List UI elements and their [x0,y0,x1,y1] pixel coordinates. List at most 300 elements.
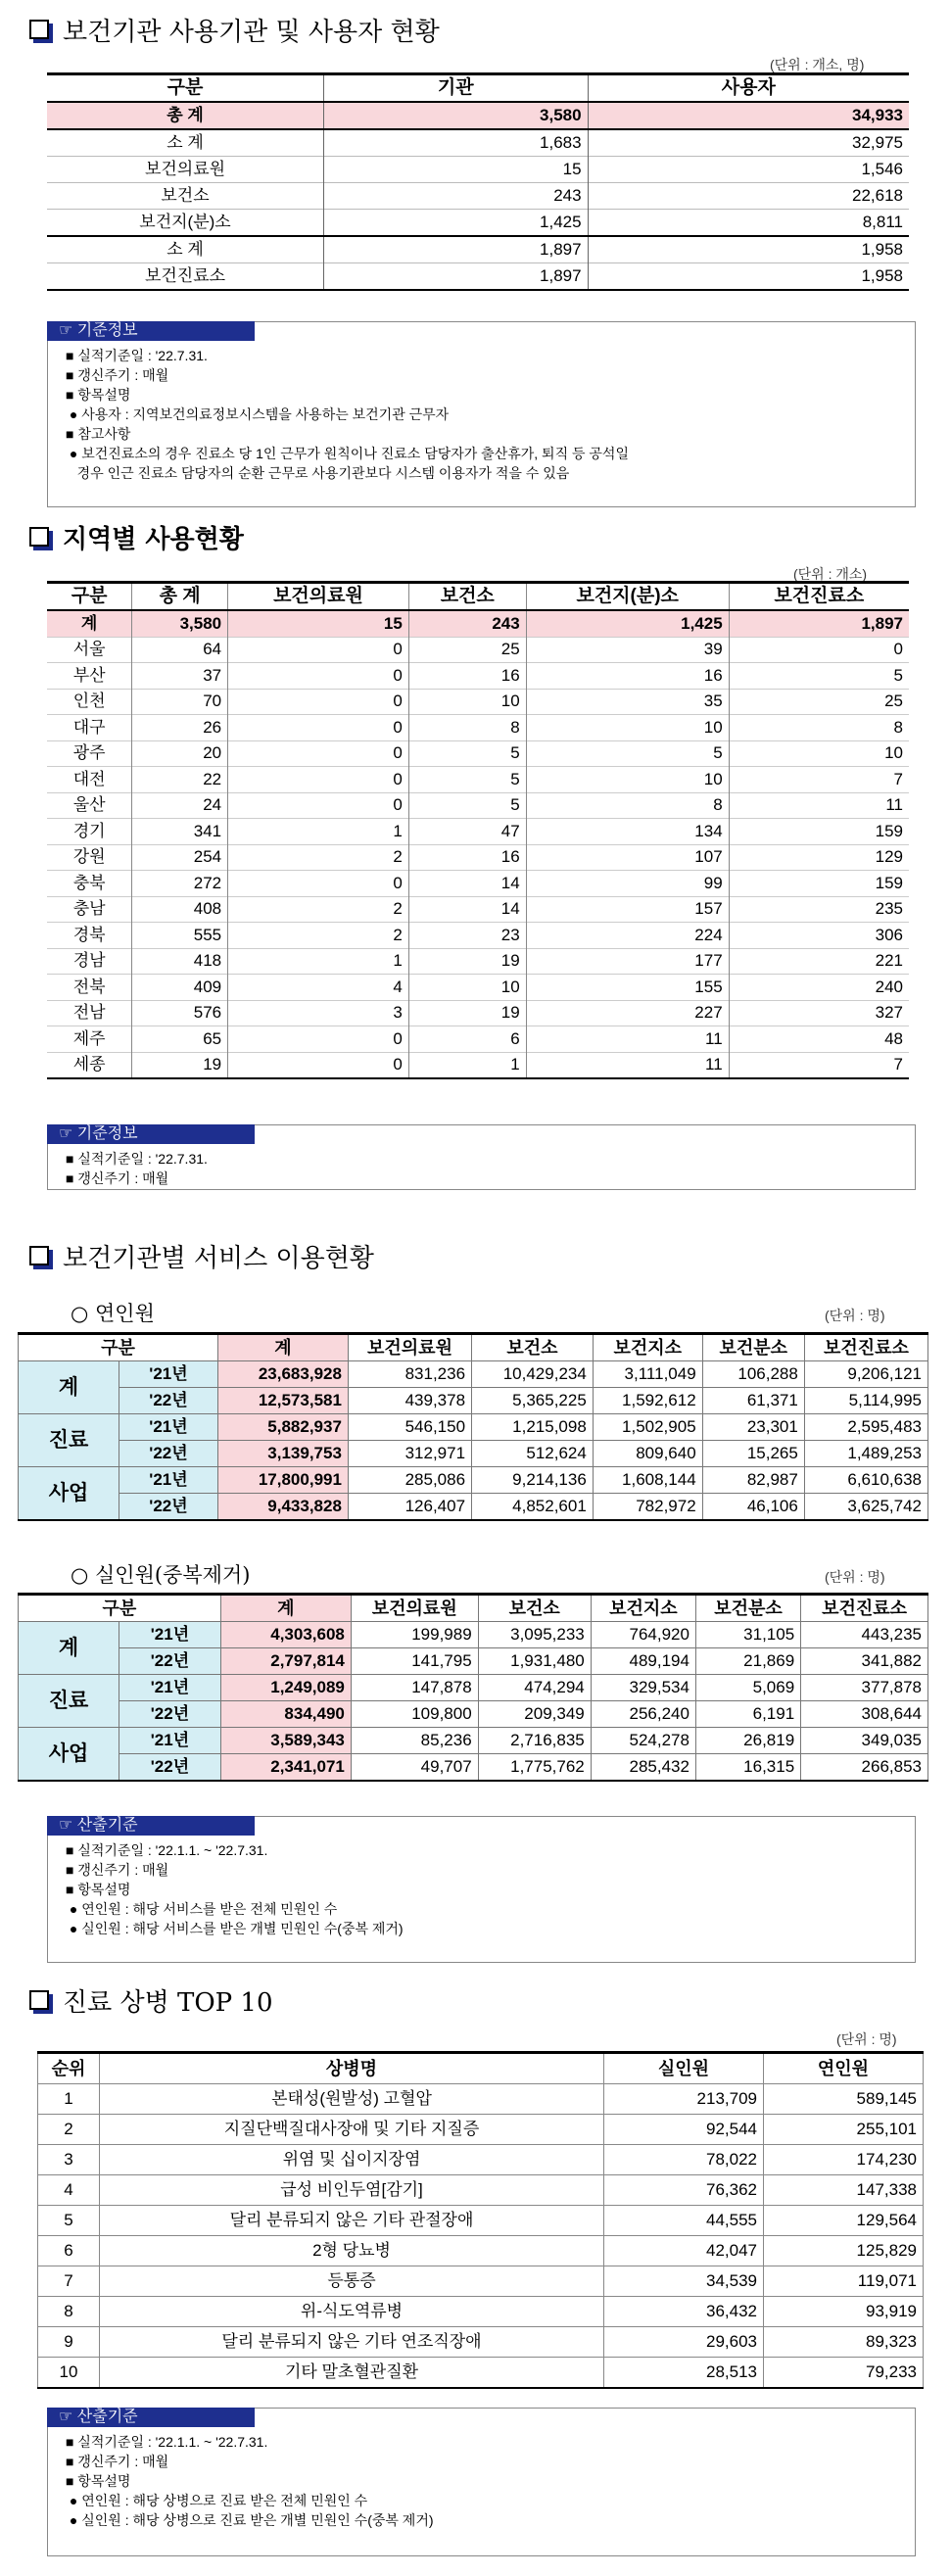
info-line: ■ 실적기준일 : '22.7.31. [66,1151,208,1167]
region-value: 0 [228,1026,409,1053]
rank: 8 [38,2297,100,2327]
region-value: 37 [132,663,228,690]
service-value: 3,095,233 [478,1622,591,1648]
service-value: 782,972 [593,1494,702,1521]
region-value: 22 [132,767,228,793]
institution-count: 15 [324,157,589,183]
region-label: 인천 [47,689,132,715]
table-row [47,740,909,767]
user-count: 1,958 [588,263,909,291]
service-value: 439,378 [348,1388,471,1414]
column-header: 구분 [19,1595,221,1622]
region-value: 8 [408,715,526,741]
info-header: ☞ 기준정보 [47,321,255,341]
region-value: 25 [729,689,909,715]
silin-heading: ○ 실인원(중복제거) [71,1563,251,1587]
institution-user-table [47,72,909,291]
year-label: '21년 [119,1675,221,1701]
silin-count: 29,603 [604,2327,764,2358]
region-value: 14 [408,896,526,923]
rank: 2 [38,2115,100,2145]
year-label: '22년 [119,1441,218,1467]
disease-name: 등통증 [100,2266,604,2297]
info-header: ☞ 산출기준 [47,1816,255,1836]
region-value: 5 [729,663,909,690]
table-row [19,1388,928,1414]
year-label: '22년 [119,1754,221,1782]
region-value: 235 [729,896,909,923]
table-row [47,923,909,949]
region-value: 48 [729,1026,909,1053]
region-value: 65 [132,1026,228,1053]
info-line: ■ 참고사항 [66,426,131,442]
info-header: ☞ 산출기준 [47,2408,255,2427]
yonin-count: 174,230 [764,2145,924,2175]
table-row [47,236,909,263]
service-value: 443,235 [801,1622,928,1648]
region-value: 39 [526,637,729,663]
service-yonin-table [18,1332,928,1521]
region-value: 306 [729,923,909,949]
table-row [19,1414,928,1441]
total-value: 1,249,089 [220,1675,351,1701]
section1-unit: (단위 : 개소, 명) [770,57,865,72]
section2-title-row [29,517,244,556]
region-value: 10 [729,740,909,767]
year-label: '22년 [119,1648,221,1675]
column-header: 사용자 [588,74,909,103]
row-label: 총 계 [47,102,324,129]
group-label: 사업 [19,1467,119,1521]
column-header: 보건지(분)소 [526,583,729,611]
region-value: 0 [228,740,409,767]
institution-count: 1,425 [324,210,589,237]
table-row [38,2297,924,2327]
info-lines [66,1840,905,1938]
info-line: ■ 항목설명 [66,387,131,403]
info-line: ■ 항목설명 [66,2473,131,2489]
section1-info-box [47,321,916,507]
column-header: 보건진료소 [729,583,909,611]
region-label: 경기 [47,819,132,845]
disease-name: 달리 분류되지 않은 기타 연조직장애 [100,2327,604,2358]
yonin-count: 125,829 [764,2236,924,2266]
disease-name: 위-식도역류병 [100,2297,604,2327]
section2-title: 지역별 사용현황 [63,524,244,554]
region-value: 23 [408,923,526,949]
region-value: 99 [526,871,729,897]
region-label: 울산 [47,792,132,819]
square-bullet-icon [29,1990,49,2010]
table-row [19,1467,928,1494]
service-value: 341,882 [801,1648,928,1675]
table-row [47,129,909,157]
yonin-count: 255,101 [764,2115,924,2145]
region-value: 70 [132,689,228,715]
service-value: 256,240 [591,1701,695,1728]
service-value: 1,502,905 [593,1414,702,1441]
region-value: 16 [408,844,526,871]
region-value: 224 [526,923,729,949]
region-value: 0 [228,792,409,819]
service-value: 6,191 [695,1701,800,1728]
region-value: 5 [526,740,729,767]
total-value: 4,303,608 [220,1622,351,1648]
silin-count: 76,362 [604,2175,764,2206]
silin-count: 36,432 [604,2297,764,2327]
region-label: 계 [47,610,132,637]
service-value: 546,150 [348,1414,471,1441]
service-value: 2,716,835 [478,1728,591,1754]
info-line: ● 실인원 : 해당 상병으로 진료 받은 개별 민원인 수(중복 제거) [66,2512,434,2528]
region-value: 25 [408,637,526,663]
column-header: 보건소 [472,1334,594,1361]
section4-title-row [29,1980,273,2020]
service-value: 4,852,601 [472,1494,594,1521]
service-value: 1,775,762 [478,1754,591,1782]
region-value: 408 [132,896,228,923]
table-row [47,637,909,663]
region-value: 2 [228,923,409,949]
table-row [47,663,909,690]
service-value: 21,869 [695,1648,800,1675]
service-value: 26,819 [695,1728,800,1754]
year-label: '22년 [119,1494,218,1521]
row-label: 소 계 [47,236,324,263]
rank: 1 [38,2084,100,2115]
region-value: 555 [132,923,228,949]
region-label: 제주 [47,1026,132,1053]
region-value: 409 [132,975,228,1001]
silin-count: 78,022 [604,2145,764,2175]
info-header: ☞ 기준정보 [47,1124,255,1144]
region-label: 서울 [47,637,132,663]
region-value: 576 [132,1000,228,1026]
column-header: 보건분소 [702,1334,804,1361]
table-row [47,715,909,741]
service-silin-table [18,1593,928,1782]
region-value: 6 [408,1026,526,1053]
service-value: 209,349 [478,1701,591,1728]
disease-name: 본태성(원발성) 고혈압 [100,2084,604,2115]
region-value: 177 [526,948,729,975]
column-header: 보건진료소 [804,1334,927,1361]
region-value: 8 [729,715,909,741]
region-value: 129 [729,844,909,871]
region-label: 부산 [47,663,132,690]
table-row [47,1000,909,1026]
total-value: 17,800,991 [217,1467,348,1494]
service-value: 266,853 [801,1754,928,1782]
column-header: 계 [220,1595,351,1622]
yonin-count: 129,564 [764,2206,924,2236]
section4-unit: (단위 : 명) [836,2031,897,2047]
service-value: 6,610,638 [804,1467,927,1494]
info-line: ● 연인원 : 해당 서비스를 받은 전체 민원인 수 [66,1901,338,1917]
table-row [47,210,909,237]
region-label: 경남 [47,948,132,975]
service-value: 1,608,144 [593,1467,702,1494]
service-value: 141,795 [351,1648,478,1675]
region-value: 11 [729,792,909,819]
column-header: 보건의료원 [228,583,409,611]
region-value: 11 [526,1052,729,1078]
service-value: 474,294 [478,1675,591,1701]
section2-info-box [47,1124,916,1190]
section3-info-box [47,1816,916,1963]
region-value: 2 [228,844,409,871]
table-row [38,2084,924,2115]
table-row [47,1052,909,1078]
region-value: 1,897 [729,610,909,637]
info-line: ■ 갱신주기 : 매월 [66,1170,169,1186]
total-value: 3,589,343 [220,1728,351,1754]
service-value: 524,278 [591,1728,695,1754]
table-row [38,2327,924,2358]
column-header: 연인원 [764,2053,924,2084]
year-label: '22년 [119,1701,221,1728]
table-row [19,1728,928,1754]
disease-name: 위염 및 십이지장염 [100,2145,604,2175]
row-label: 보건지(분)소 [47,210,324,237]
region-value: 155 [526,975,729,1001]
region-value: 159 [729,871,909,897]
service-value: 5,365,225 [472,1388,594,1414]
region-value: 1,425 [526,610,729,637]
section1-title: 보건기관 사용기관 및 사용자 현황 [63,17,440,47]
column-header: 총 계 [132,583,228,611]
region-value: 240 [729,975,909,1001]
user-count: 1,546 [588,157,909,183]
table-row [38,2266,924,2297]
disease-name: 2형 당뇨병 [100,2236,604,2266]
table-row [47,792,909,819]
column-header: 보건의료원 [348,1334,471,1361]
institution-count: 243 [324,183,589,210]
region-value: 227 [526,1000,729,1026]
info-line: ● 사용자 : 지역보건의료정보시스템을 사용하는 보건기관 근무자 [66,406,450,422]
year-label: '21년 [119,1361,218,1388]
info-lines [66,346,905,483]
column-header: 보건지소 [593,1334,702,1361]
service-value: 16,315 [695,1754,800,1782]
region-label: 충북 [47,871,132,897]
service-value: 312,971 [348,1441,471,1467]
table-row [19,1494,928,1521]
service-value: 31,105 [695,1622,800,1648]
yonin-count: 93,919 [764,2297,924,2327]
service-value: 3,111,049 [593,1361,702,1388]
group-label: 진료 [19,1675,119,1728]
table-row [19,1701,928,1728]
region-value: 16 [408,663,526,690]
section1-title-row [29,10,440,49]
table-row [47,610,909,637]
user-count: 8,811 [588,210,909,237]
info-line: ■ 항목설명 [66,1882,131,1897]
year-label: '21년 [119,1728,221,1754]
yonin-heading: ○ 연인원 [71,1302,155,1325]
service-value: 349,035 [801,1728,928,1754]
region-value: 64 [132,637,228,663]
region-value: 0 [228,871,409,897]
table-row [38,2206,924,2236]
column-header: 보건소 [408,583,526,611]
service-value: 512,624 [472,1441,594,1467]
rank: 5 [38,2206,100,2236]
region-value: 2 [228,896,409,923]
column-header: 기관 [324,74,589,103]
info-line: ● 보건진료소의 경우 진료소 당 1인 근무가 원칙이나 진료소 담당자가 출산휴가, 퇴직 등 공석일 [66,446,629,461]
region-value: 10 [526,767,729,793]
column-header: 구분 [19,1334,218,1361]
region-value: 10 [408,975,526,1001]
service-value: 764,920 [591,1622,695,1648]
table-row [19,1361,928,1388]
info-line: ■ 갱신주기 : 매월 [66,2454,169,2469]
column-header: 순위 [38,2053,100,2084]
silin-count: 42,047 [604,2236,764,2266]
year-label: '21년 [119,1414,218,1441]
region-value: 16 [526,663,729,690]
service-value: 109,800 [351,1701,478,1728]
region-label: 경북 [47,923,132,949]
region-value: 20 [132,740,228,767]
rank: 6 [38,2236,100,2266]
service-value: 489,194 [591,1648,695,1675]
group-label: 사업 [19,1728,119,1782]
region-value: 341 [132,819,228,845]
yonin-count: 79,233 [764,2358,924,2389]
section3-title: 보건기관별 서비스 이용현황 [63,1243,374,1273]
region-value: 254 [132,844,228,871]
table-row [47,767,909,793]
group-label: 계 [19,1361,119,1414]
region-label: 충남 [47,896,132,923]
total-value: 5,882,937 [217,1414,348,1441]
table-row [47,183,909,210]
region-value: 47 [408,819,526,845]
column-header: 보건지소 [591,1595,695,1622]
region-label: 전북 [47,975,132,1001]
yonin-count: 147,338 [764,2175,924,2206]
silin-count: 34,539 [604,2266,764,2297]
column-header: 계 [217,1334,348,1361]
info-lines [66,1149,905,1188]
column-header: 보건의료원 [351,1595,478,1622]
disease-name: 지질단백질대사장애 및 기타 지질증 [100,2115,604,2145]
region-value: 35 [526,689,729,715]
info-line: ● 연인원 : 해당 상병으로 진료 받은 전체 민원인 수 [66,2493,368,2508]
info-lines [66,2432,905,2530]
table-row [38,2175,924,2206]
table-row [38,2358,924,2389]
info-line: ● 실인원 : 해당 서비스를 받은 개별 민원인 수(중복 제거) [66,1921,404,1936]
section4-info-box [47,2408,916,2556]
info-line: ■ 갱신주기 : 매월 [66,367,169,383]
service-value: 831,236 [348,1361,471,1388]
table-row [19,1648,928,1675]
disease-name: 급성 비인두염[감기] [100,2175,604,2206]
user-count: 32,975 [588,129,909,157]
section2-unit: (단위 : 개소) [793,566,868,582]
total-value: 2,797,814 [220,1648,351,1675]
table-row [19,1441,928,1467]
institution-count: 3,580 [324,102,589,129]
table-row [19,1675,928,1701]
region-usage-table [47,581,909,1079]
service-value: 3,625,742 [804,1494,927,1521]
section3-unit: (단위 : 명) [825,1308,885,1323]
region-value: 159 [729,819,909,845]
group-label: 계 [19,1622,119,1675]
yonin-count: 119,071 [764,2266,924,2297]
user-count: 34,933 [588,102,909,129]
row-label: 보건진료소 [47,263,324,291]
region-value: 327 [729,1000,909,1026]
user-count: 22,618 [588,183,909,210]
region-value: 26 [132,715,228,741]
info-line: ■ 실적기준일 : '22.1.1. ~ '22.7.31. [66,2434,268,2450]
table-row [47,896,909,923]
table-row [47,263,909,291]
service-value: 809,640 [593,1441,702,1467]
table-row [19,1754,928,1782]
section4-title: 진료 상병 TOP 10 [63,1987,273,2018]
total-value: 23,683,928 [217,1361,348,1388]
column-header: 보건진료소 [801,1595,928,1622]
region-value: 5 [408,740,526,767]
service-value: 126,407 [348,1494,471,1521]
total-value: 3,139,753 [217,1441,348,1467]
service-value: 106,288 [702,1361,804,1388]
service-value: 49,707 [351,1754,478,1782]
section3-unit-2: (단위 : 명) [825,1569,885,1585]
user-count: 1,958 [588,236,909,263]
region-value: 243 [408,610,526,637]
row-label: 소 계 [47,129,324,157]
table-row [47,689,909,715]
column-header: 구분 [47,583,132,611]
total-value: 2,341,071 [220,1754,351,1782]
column-header: 실인원 [604,2053,764,2084]
service-value: 5,114,995 [804,1388,927,1414]
table-row [19,1622,928,1648]
region-label: 광주 [47,740,132,767]
table-row [47,975,909,1001]
service-value: 61,371 [702,1388,804,1414]
year-label: '21년 [119,1467,218,1494]
service-value: 2,595,483 [804,1414,927,1441]
group-label: 진료 [19,1414,119,1467]
rank: 10 [38,2358,100,2389]
institution-count: 1,897 [324,263,589,291]
region-value: 0 [228,689,409,715]
region-value: 7 [729,1052,909,1078]
region-value: 221 [729,948,909,975]
region-value: 0 [228,637,409,663]
service-value: 15,265 [702,1441,804,1467]
region-value: 1 [408,1052,526,1078]
disease-name: 달리 분류되지 않은 기타 관절장애 [100,2206,604,2236]
service-value: 5,069 [695,1675,800,1701]
service-value: 285,432 [591,1754,695,1782]
region-label: 대구 [47,715,132,741]
region-value: 19 [132,1052,228,1078]
region-value: 19 [408,1000,526,1026]
region-value: 107 [526,844,729,871]
region-value: 4 [228,975,409,1001]
